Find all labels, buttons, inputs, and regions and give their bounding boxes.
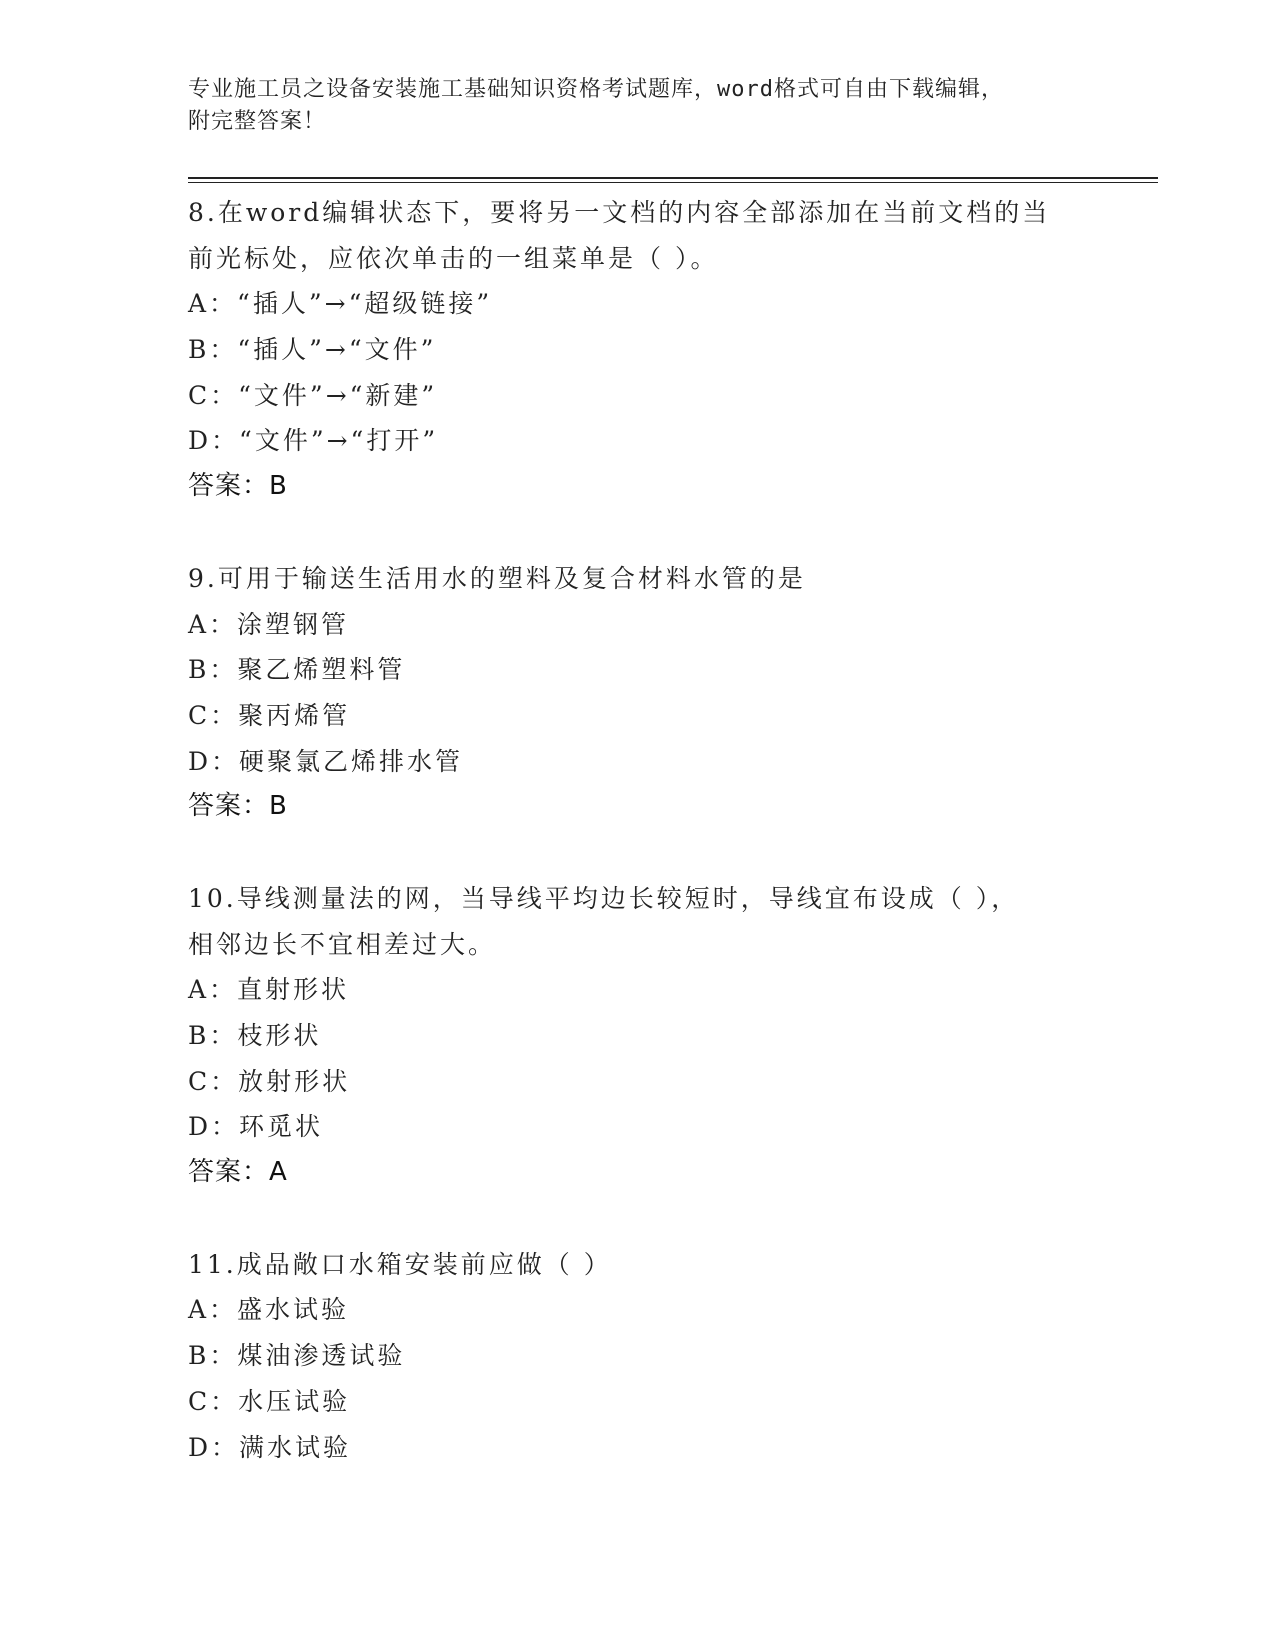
- question-spacer: [188, 510, 1128, 556]
- option-c: C：放射形状: [188, 1066, 351, 1096]
- option-d: D：环觅状: [188, 1112, 324, 1142]
- option-b: B：“插人”→“文件”: [188, 335, 437, 365]
- option-c: C：“文件”→“新建”: [188, 380, 438, 410]
- header-divider-thick: [188, 177, 1158, 179]
- question-stem: 11.成品敞口水箱安装前应做（ ）: [188, 1249, 612, 1279]
- question-spacer: [188, 830, 1128, 876]
- question-stem: 前光标处，应依次单击的一组菜单是（ ）。: [188, 243, 719, 273]
- question-stem: 相邻边长不宜相差过大。: [188, 929, 497, 959]
- option-b: B：枝形状: [188, 1021, 322, 1050]
- option-a: A：直射形状: [188, 975, 350, 1005]
- option-d: D：“文件”→“打开”: [188, 426, 439, 456]
- option-d: D：满水试验: [188, 1432, 352, 1462]
- header-line-2: 附完整答案！: [188, 109, 327, 134]
- question-10: [188, 876, 1128, 1196]
- question-stem: 10.导线测量法的网，当导线平均边长较短时，导线宜布设成（ ），: [188, 883, 1020, 913]
- option-a: A：盛水试验: [188, 1295, 350, 1325]
- option-b: B：聚乙烯塑料管: [188, 655, 406, 685]
- header-line-1: 专业施工员之设备安装施工基础知识资格考试题库，word格式可自由下载编辑，: [188, 77, 1004, 102]
- answer: 答案：A: [188, 1157, 288, 1188]
- option-a: A：“插人”→“超级链接”: [188, 289, 493, 319]
- option-c: C：聚丙烯管: [188, 700, 351, 730]
- question-spacer: [188, 1196, 1128, 1242]
- option-d: D：硬聚氯乙烯排水管: [188, 746, 464, 776]
- question-stem: 8.在word编辑状态下，要将另一文档的内容全部添加在当前文档的当: [188, 198, 1051, 227]
- option-c: C：水压试验: [188, 1386, 351, 1416]
- header-divider-thin: [188, 182, 1158, 183]
- question-stem: 9.可用于输送生活用水的塑料及复合材料水管的是: [188, 563, 806, 593]
- question-9: [188, 556, 1128, 830]
- question-11: [188, 1242, 1128, 1470]
- option-b: B：煤油渗透试验: [188, 1341, 406, 1371]
- question-8: [188, 190, 1128, 510]
- answer: 答案：B: [188, 471, 288, 502]
- answer: 答案：B: [188, 791, 288, 822]
- document-header: [188, 74, 1068, 138]
- question-list: [188, 190, 1128, 1470]
- option-a: A：涂塑钢管: [188, 609, 350, 639]
